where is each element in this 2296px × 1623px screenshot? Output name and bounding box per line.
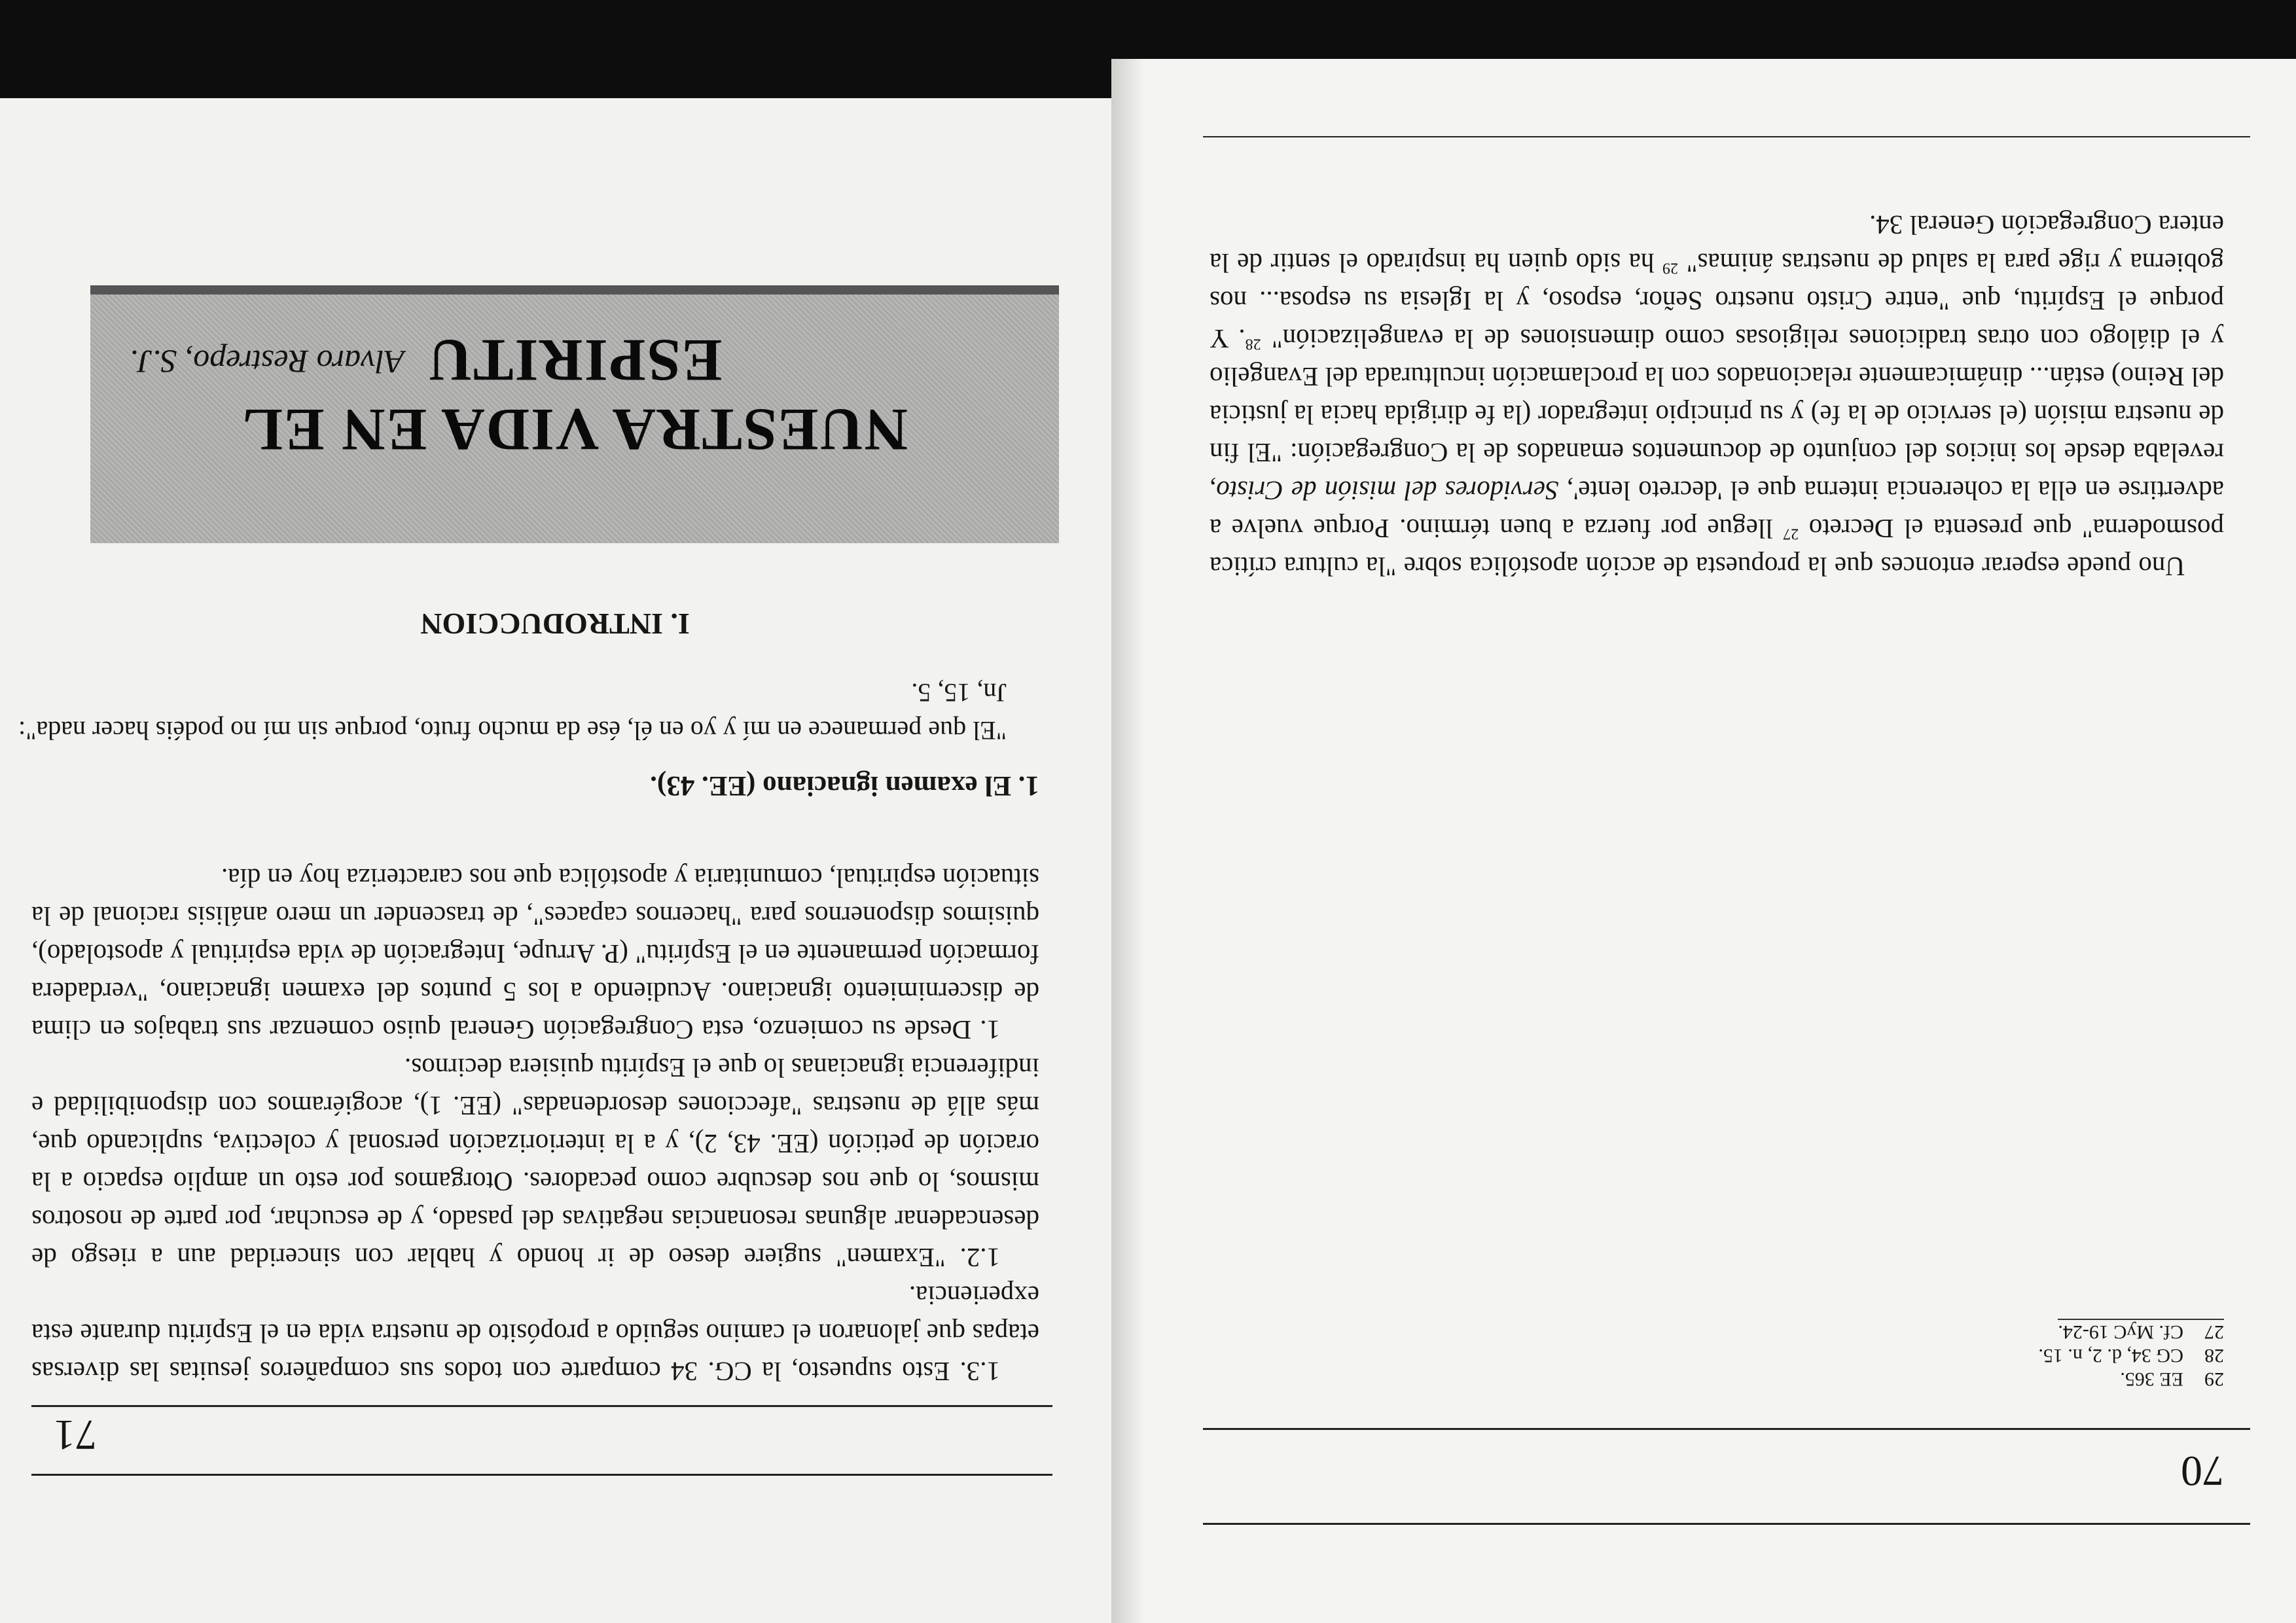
- footnote: 27Cf. MyC 19-24.: [2058, 1319, 2224, 1344]
- section-heading: I. INTRODUCCION: [420, 607, 690, 641]
- subheading: 1. El examen ignaciano (EE. 43).: [650, 770, 1039, 801]
- footnotes: [2038, 1319, 2224, 1391]
- text-top-rule: [1203, 136, 2250, 137]
- title-banner: [90, 285, 1059, 543]
- page-number: 71: [54, 1411, 97, 1459]
- header-rule-2: [1203, 1428, 2250, 1430]
- body-paragraph: Uno puede esperar entonces que la propuesta de acción apostólica sobre "la cultura crítica posmoderna" que presenta el Decreto $^{27}$ llegue por fuerza a buen término. Porque vuelve a advertirse en ella la coherencia interna que el 'decreto lente', Servidores del misión de Cristo, revelaba desde los inicios del conjunto de documentos emanados de la Congregación: "El fin de nuestra misión (el servicio de la fe) y su principio integrador (la fe dirigida hacia la justicia del Reino) están... dinámicamente relacionados con la proclamación inculturada del Evangelio y el diálogo con otras tradiciones religiosas como dimensiones de la evangelización" $^{28}$. Y porque el Espíritu, que "entre Cristo nuestro Señor, esposo, y la Iglesia su esposa... nos gobierna y rige para la salud de nuestras ánimas" $^{29}$ ha sido quien ha inspirado el sentir de la entera Congregación General 34.: [1210, 210, 2224, 582]
- section-body: [31, 859, 1039, 1391]
- paragraph-1: 1. Desde su comienzo, esta Congregación General quiso comenzar sus trabajos en clima de discernimiento ignaciano. Acudiendo a los 5 puntos del examen ignaciano, "verdadera formación permanente en el Espíritu" (P. Arrupe, Integración de vida espiritual y apostolado), quisimos disponernos para "hacernos capaces", de trascender un mero análisis racional de la situación espiritual, comunitaria y apostólica que nos caracteriza hoy en día.: [31, 863, 1039, 1045]
- page-number: 70: [2181, 1447, 2224, 1495]
- author-name: Alvaro Restrepo, S.J.: [130, 344, 404, 380]
- article-title: NUESTRA VIDA EN EL ESPIRITU: [241, 327, 908, 463]
- page-71: [0, 0, 1111, 1623]
- paragraph-1-3: 1.3. Esto supuesto, la CG. 34 comparte con todos sus compañeros jesuitas las diversas etapas que jalonaron el camino seguido a propósito de nuestra vida en el Espíritu durante esta experiencia.: [31, 1281, 1039, 1387]
- page-70: [1111, 0, 2296, 1623]
- header-rule: [1203, 1523, 2250, 1525]
- header-rule-2: [31, 1405, 1052, 1407]
- scan-edge: [0, 0, 1111, 98]
- scan-edge: [1111, 0, 2296, 59]
- header-rule: [31, 1474, 1052, 1476]
- footnote: 29EE 365.: [2120, 1368, 2224, 1390]
- footnote: 28CG 34, d. 2, n. 15.: [2038, 1345, 2224, 1366]
- epigraph: "El que permanece en mí y yo en él, ése da mucho fruto, porque sin mí no podéis hacer nada": Jn, 15, 5.: [18, 678, 1007, 745]
- paragraph-1-2: 1.2. "Examen" sugiere deseo de ir hondo y hablar con sinceridad aun a riesgo de desencadenar algunas resonancias negativas del pasado, y de escuchar, por parte de nosotros mismos, lo que nos descubre como pecadores. Otorgamos por esto un amplio espacio a la oración de petición (EE. 43, 2), y a la interiorización personal y colectiva, suplicando que, más allá de nuestras "afecciones desordenadas" (EE. 1), acogiéramos con disponibilidad e indiferencia ignacianas lo que el Espíritu quisiera decirnos.: [31, 1053, 1039, 1273]
